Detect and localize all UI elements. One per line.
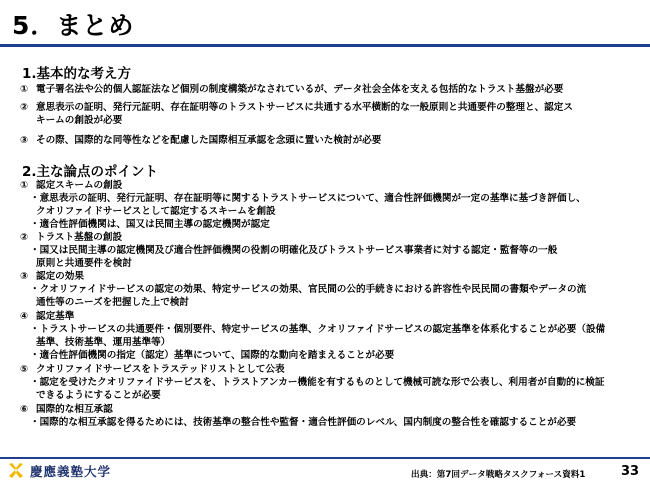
title-divider [0, 44, 650, 47]
basic-item-2: ② 意思表示の証明、発行元証明、存在証明等のトラストサービスに共通する水平横断的な一般原則と共通要件の整理と、認定ス [20, 102, 573, 113]
point-1-line: クオリファイドサービスとして認定するスキームを創設 [36, 206, 276, 217]
point-5-line: できるようにすることが必要 [36, 390, 161, 401]
university-name: 慶應義塾大学 [30, 464, 112, 479]
basic-item-1: ① 電子署名法や公的個人認証法など個別の制度構築がなされているが、データ社会全体を支える包括的なトラスト基盤が必要 [20, 84, 564, 95]
basic-item-2-cont: キームの創設が必要 [36, 115, 123, 126]
point-6-title: ⑥ 国際的な相互承認 [20, 404, 113, 415]
point-4-title: ④ 認定基準 [20, 311, 75, 322]
point-3-title: ③ 認定の効果 [20, 271, 84, 282]
footer-divider [0, 457, 650, 459]
point-5-line: ・認定を受けたクオリファイドサービスを、トラストアンカー機能を有するものとして機械可読な形で公表し、利用者が自動的に検証 [30, 377, 605, 388]
page-number: 33 [621, 464, 640, 479]
point-5-title: ⑤ クオリファイドサービスをトラステッドリストとして公表 [20, 364, 285, 375]
section-heading-points: 2.主な論点のポイント [22, 164, 159, 180]
pen-logo-icon [8, 463, 24, 479]
point-4-line: ・トラストサービスの共通要件・個別要件、特定サービスの基準、クオリファイドサービスの認定基準を体系化することが必要（設備 [30, 324, 606, 335]
point-6-line: ・国際的な相互承認を得るためには、技術基準の整合性や監督・適合性評価のレベル、国内制度の整合性を確認することが必要 [30, 417, 577, 428]
source-citation: 出典：第7回データ戦略タスクフォース資料1 [411, 470, 586, 480]
basic-item-3: ③ その際、国際的な同等性などを配慮した国際相互承認を念頭に置いた検討が必要 [20, 135, 382, 146]
point-3-line: ・クオリファイドサービスの認定の効果、特定サービスの効果、官民間の公的手続きにおける許容性や民民間の書類やデータの流 [30, 284, 587, 295]
section-heading-basic: 1.基本的な考え方 [22, 66, 132, 82]
point-2-line: ・国又は民間主導の認定機関及び適合性評価機関の役割の明確化及びトラストサービス事業者に対する認定・監督等の一般 [30, 245, 558, 256]
point-4-line: 基準、技術基準、運用基準等） [36, 337, 171, 348]
point-4-line: ・適合性評価機関の指定（認定）基準について、国際的な動向を踏まえることが必要 [30, 350, 395, 361]
slide-title: 5．まとめ [12, 11, 135, 40]
point-2-line: 原則と共通要件を検討 [36, 258, 132, 269]
point-1-title: ① 認定スキームの創設 [20, 180, 123, 191]
university-logo [8, 462, 111, 480]
point-3-line: 通性等のニーズを把握した上で検討 [36, 297, 190, 308]
point-1-line: ・適合性評価機関は、国又は民間主導の認定機関が認定 [30, 219, 270, 230]
point-2-title: ② トラスト基盤の創設 [20, 232, 123, 243]
point-1-line: ・意思表示の証明、発行元証明、存在証明等に関するトラストサービスについて、適合性評価機関が一定の基準に基づき評価し、 [30, 193, 586, 204]
title-bar [0, 0, 650, 48]
